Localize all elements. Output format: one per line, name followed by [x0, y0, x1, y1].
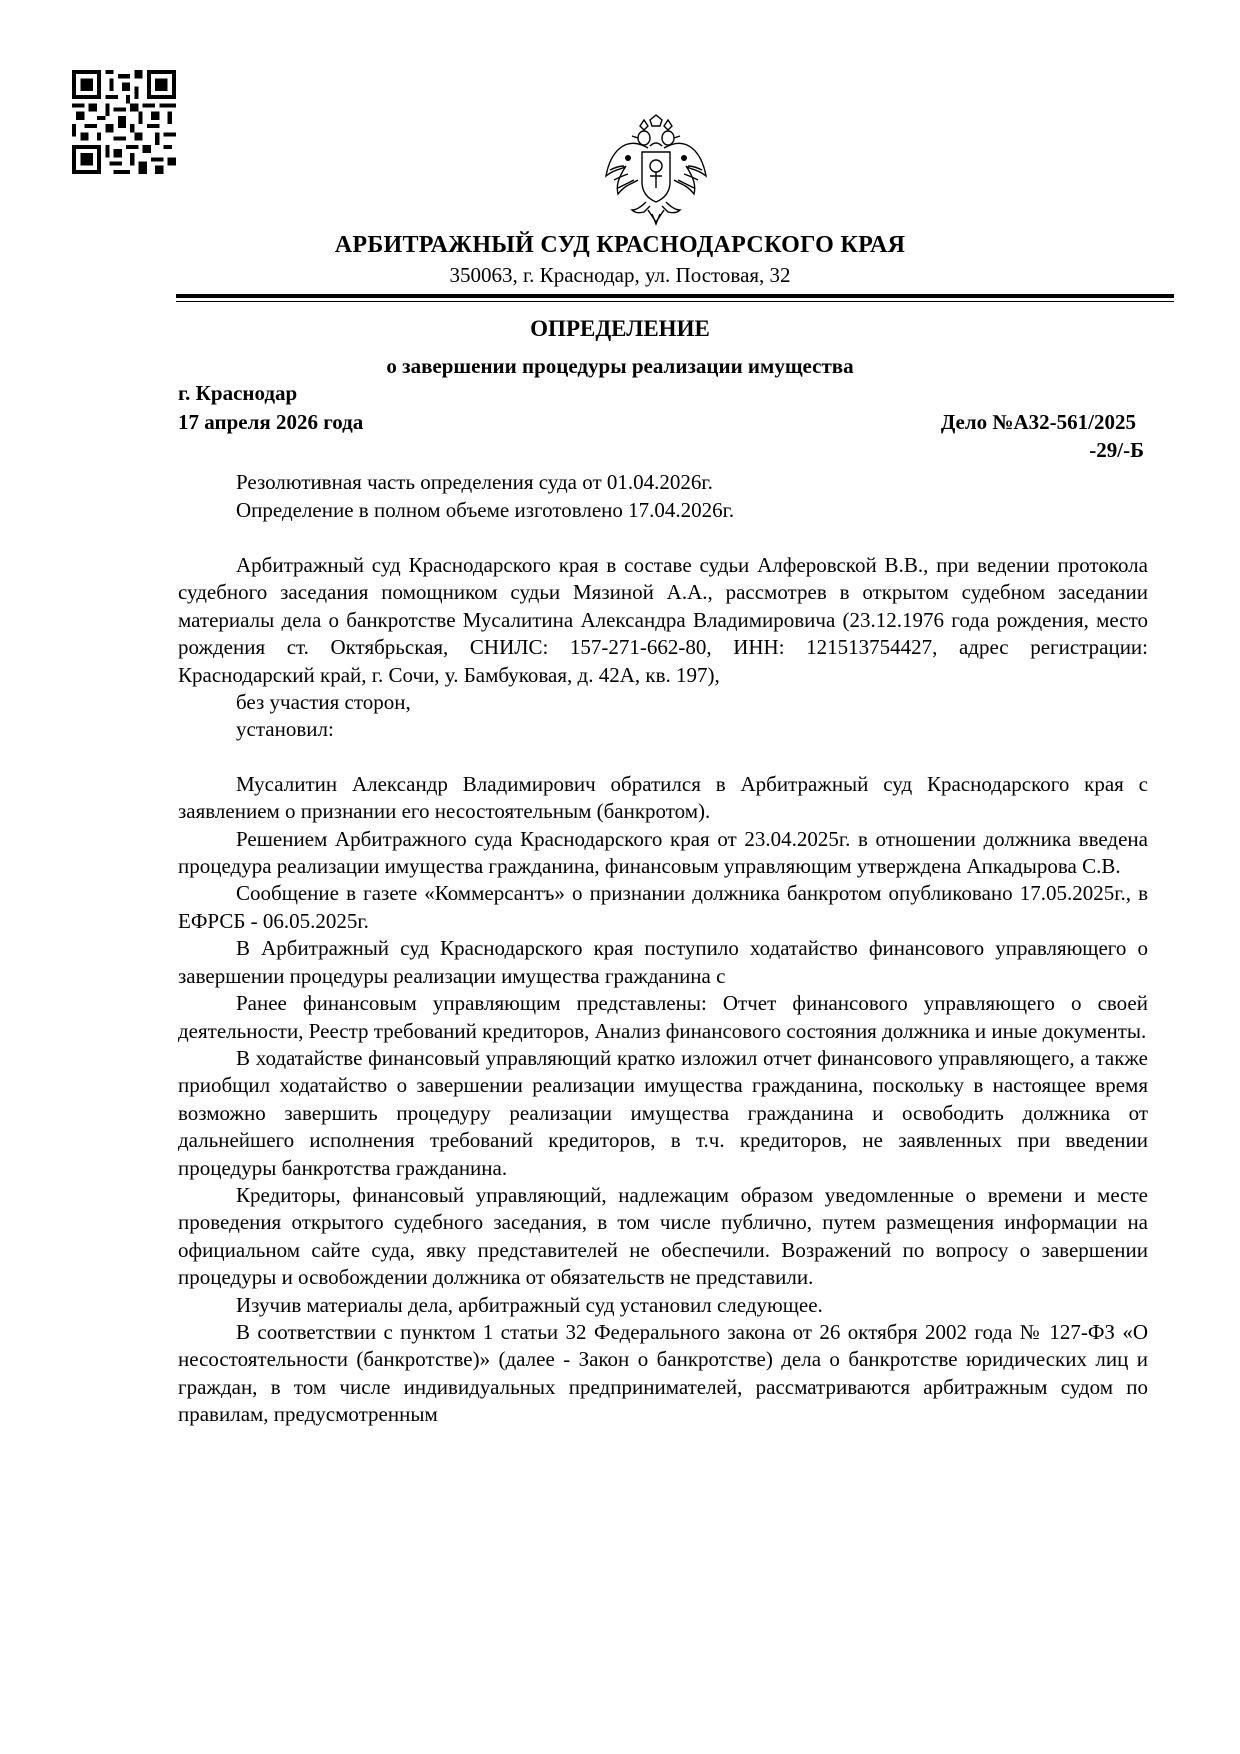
paragraph: Мусалитин Александр Владимирович обратился в Арбитражный суд Краснодарского края с заявлением о признании его несостоятельным (банкротом).	[178, 771, 1148, 824]
paragraph: Арбитражный суд Краснодарского края в составе судьи Алферовской В.В., при ведении протокола судебного заседания помощником судьи Мязиной А.А., рассмотрев в открытом судебном заседании материалы дела о банкротстве Мусалитина Александра Владимировича (23.12.1976 года рождения, место рождения ст. Октябрьская, СНИЛС: 157-271-662-80, ИНН: 121513754427, адрес регистрации: Краснодарский край, г. Сочи, у. Бамбуковая, д. 42А, кв. 197),	[178, 553, 1148, 687]
court-address: 350063, г. Краснодар, ул. Постовая, 32	[449, 263, 791, 287]
russian-coat-of-arms-icon	[604, 114, 708, 228]
decision-date: 17 апреля 2026 года	[178, 410, 364, 434]
intro-line: Резолютивная часть определения суда от 01.04.2026г.	[236, 470, 713, 494]
paragraph: Изучив материалы дела, арбитражный суд установил следующее.	[236, 1292, 823, 1317]
qr-code-icon	[72, 70, 176, 174]
paragraph: В соответствии с пунктом 1 статьи 32 Федерального закона от 26 октября 2002 года № 127-ФЗ «О несостоятельности (банкротстве)» (далее - Закон о банкротстве) дела о банкротстве юридических лиц и граждан, в том числе индивидуальных предпринимателей, рассматриваются арбитражным судом по правилам, предусмотренным	[178, 1319, 1148, 1427]
city: г. Краснодар	[178, 381, 298, 405]
document-subtitle: о завершении процедуры реализации имущества	[386, 354, 854, 378]
header-divider-thin	[176, 301, 1174, 302]
paragraph: установил:	[236, 717, 334, 742]
case-number: Дело №А32-561/2025	[940, 410, 1136, 434]
document-body	[178, 552, 1148, 1429]
paragraph: Кредиторы, финансовый управляющий, надлежацим образом уведомленные о времени и месте проведения открытого судебного заседания, в том числе публично, путем размещения информации на официальном сайте суда, явку представителей не обеспечили. Возражений по вопросу о завершении процедуры и освобождении должника от обязательств не представили.	[178, 1182, 1148, 1290]
case-number-suffix: -29/-Б	[1089, 438, 1144, 462]
paragraph: Ранее финансовым управляющим представлены: Отчет финансового управляющего о своей деятельности, Реестр требований кредиторов, Анализ финансового состояния должника и иные документы.	[178, 991, 1148, 1043]
intro-line: Определение в полном объеме изготовлено 17.04.2026г.	[236, 498, 735, 522]
document-title: ОПРЕДЕЛЕНИЕ	[530, 316, 710, 341]
paragraph: В Арбитражный суд Краснодарского края поступило ходатайство финансового управляющего о завершении процедуры реализации имущества гражданина с	[178, 936, 1148, 988]
header-divider-thick	[176, 294, 1174, 298]
paragraph: В ходатайстве финансовый управляющий кратко изложил отчет финансового управляющего, а также приобщил ходатайство о завершении реализации имущества гражданина, поскольку в настоящее время возможно завершить процедуру реализации имущества гражданина и освободить должника от дальнейшего исполнения требований кредиторов, в т.ч. кредиторов, не заявленных при введении процедуры банкротства гражданина.	[178, 1045, 1148, 1180]
paragraph: Решением Арбитражного суда Краснодарского края от 23.04.2025г. в отношении должника введена процедура реализации имущества гражданина, финансовым управляющим утверждена Апкадырова С.В.	[178, 826, 1148, 879]
paragraph: без участия сторон,	[236, 690, 411, 715]
paragraph: Сообщение в газете «Коммерсантъ» о признании должника банкротом опубликовано 17.05.2025г., в ЕФРСБ - 06.05.2025г.	[178, 881, 1148, 933]
intro-block	[236, 468, 734, 524]
court-name: АРБИТРАЖНЫЙ СУД КРАСНОДАРСКОГО КРАЯ	[334, 232, 906, 258]
